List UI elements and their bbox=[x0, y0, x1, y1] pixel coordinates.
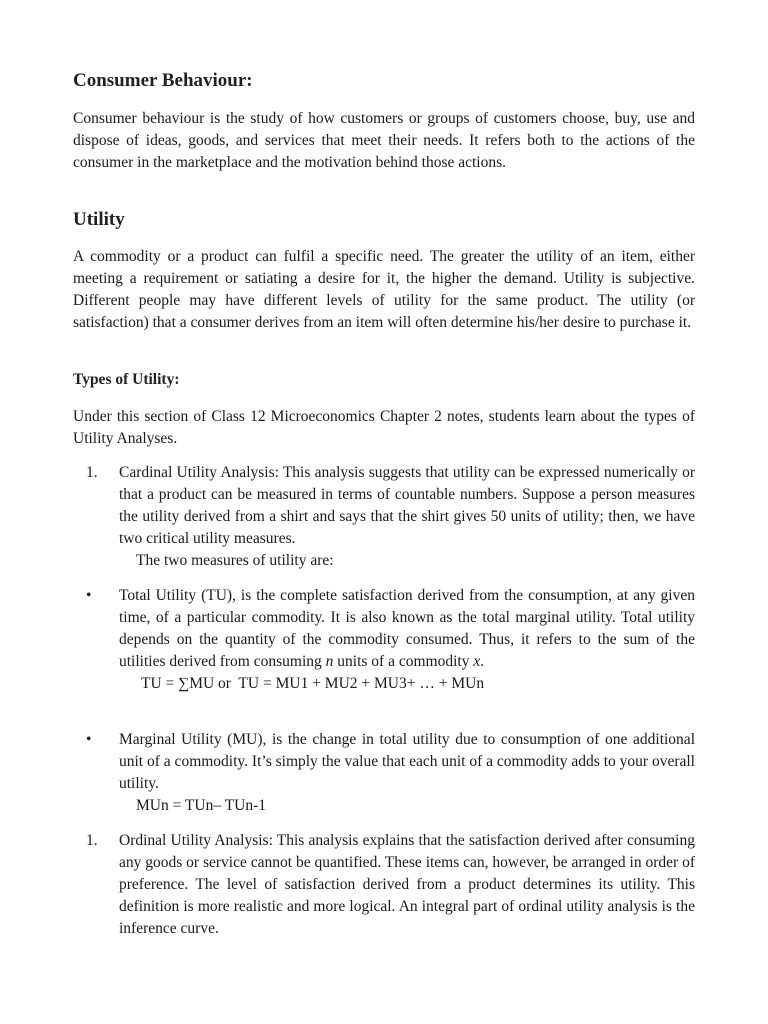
variable-n: n bbox=[325, 653, 334, 670]
marginal-utility-text: Marginal Utility (MU), is the change in total utility due to consumption of one additional unit of a commodity. It’s simply the value that each unit of a commodity adds to your overall utility. bbox=[119, 731, 695, 792]
list-number: 1. bbox=[86, 832, 98, 849]
intro-paragraph: Consumer behaviour is the study of how customers or groups of customers choose, buy, use and dispose of ideas, goods, and services that meet their needs. It refers both to the actions of the consumer in the marketplace and the motivation behind those actions. bbox=[73, 110, 695, 171]
total-utility-text-main: Total Utility (TU), is the complete satisfaction derived from the consumption, at any given time, of a particular commodity. It is also known as the total marginal utility. Total utility depends on the quantity of the commodity consumed. Thus, it refers to the sum of the utilities derived from consuming bbox=[119, 587, 695, 670]
measures-subtext: The two measures of utility are: bbox=[136, 552, 334, 569]
bullet: • bbox=[86, 731, 92, 748]
types-intro-paragraph: Under this section of Class 12 Microeconomics Chapter 2 notes, students learn about the types of Utility Analyses. bbox=[73, 408, 695, 447]
types-heading: Types of Utility: bbox=[73, 371, 180, 388]
total-utility-text-end: . bbox=[480, 653, 485, 670]
total-utility-text bbox=[119, 585, 695, 673]
ordinal-text: Ordinal Utility Analysis: This analysis explains that the satisfaction derived after consuming any goods or service cannot be quantified. These items can, however, be arranged in order of preference. The level of satisfaction derived from a product determines its utility. This definition is more realistic and more logical. An integral part of ordinal utility analysis is the inference curve. bbox=[119, 832, 695, 937]
list-item-total-utility bbox=[73, 585, 695, 695]
page-title: Consumer Behaviour: bbox=[73, 70, 253, 91]
utility-heading: Utility bbox=[73, 209, 125, 230]
cardinal-text: Cardinal Utility Analysis: This analysis suggests that utility can be expressed numerically or that a product can be measured in terms of countable numbers. Suppose a person measures the utility derived from a shirt and says that the shirt gives 50 units of utility; then, we have two critical utility measures. bbox=[119, 464, 695, 547]
bullet: • bbox=[86, 587, 92, 604]
list-item-ordinal bbox=[73, 830, 695, 940]
total-utility-text-mid: units of a commodity bbox=[333, 653, 474, 670]
list-item-marginal-utility bbox=[73, 729, 695, 817]
utility-paragraph: A commodity or a product can fulfil a specific need. The greater the utility of an item, either meeting a requirement or satiating a desire for it, the higher the demand. Utility is subjective. Different people may have different levels of utility for the same product. The utility (or satisfaction) that a consumer derives from an item will often determine his/her desire to purchase it. bbox=[73, 248, 695, 331]
marginal-utility-formula: MUn = TUn– TUn-1 bbox=[136, 797, 267, 814]
list-item-cardinal bbox=[73, 462, 695, 572]
variable-x: x bbox=[473, 653, 481, 670]
list-number: 1. bbox=[86, 464, 98, 481]
total-utility-formula: TU = ∑MU or TU = MU1 + MU2 + MU3+ … + MUn bbox=[141, 675, 485, 692]
